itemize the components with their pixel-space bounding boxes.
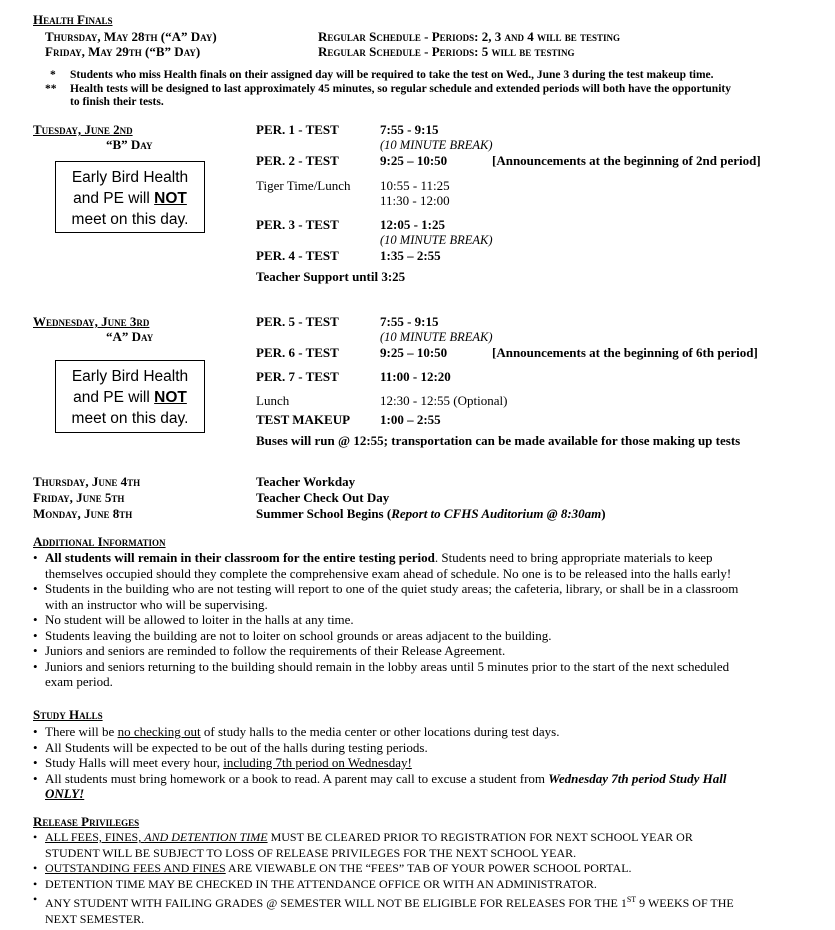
- friday-event: Teacher Check Out Day: [256, 490, 390, 505]
- list-item: • Juniors and seniors are reminded to follow the requirements of their Release Agreement.: [33, 643, 813, 659]
- monday-date: Monday, June 8th: [33, 506, 133, 521]
- list-item: • No student will be allowed to loiter in the halls at any time.: [33, 612, 813, 628]
- friday-date: Friday, June 5th: [33, 490, 125, 505]
- study-halls-list: [33, 724, 813, 802]
- tuesday-early-bird-box: [55, 161, 205, 233]
- test-makeup-label: TEST MAKEUP: [256, 412, 351, 427]
- per3-time: 12:05 - 1:25: [380, 217, 445, 232]
- per2-label: PER. 2 - TEST: [256, 153, 339, 168]
- per7-time: 11:00 - 12:20: [380, 369, 451, 384]
- box-line3: meet on this day.: [71, 211, 189, 228]
- per5-time: 7:55 - 9:15: [380, 314, 439, 329]
- note2-line2: to finish their tests.: [70, 96, 164, 108]
- wednesday-early-bird-box: [55, 360, 205, 433]
- list-item: • Students in the building who are not testing will report to one of the quiet study areas; the cafeteria, library, or shall be in a classroom with an instructor who will be supervising.: [33, 581, 813, 612]
- study-halls-title: Study Halls: [33, 707, 103, 722]
- list-item: • DETENTION TIME MAY BE CHECKED IN THE ATTENDANCE OFFICE OR WITH AN ADMINISTRATOR.: [33, 877, 813, 893]
- tue-break2: (10 MINUTE BREAK): [380, 233, 493, 247]
- additional-info-title: Additional Information: [33, 534, 166, 549]
- per1-time: 7:55 - 9:15: [380, 122, 439, 137]
- tue-lunch-label: Tiger Time/Lunch: [256, 178, 351, 193]
- list-item: • There will be no checking out of study halls to the media center or other locations during test days.: [33, 724, 813, 740]
- list-item: • Juniors and seniors returning to the building should remain in the lobby areas until 5 minutes prior to the start of the next scheduled exam period.: [33, 659, 813, 690]
- note2-line1: Health tests will be designed to last approximately 45 minutes, so regular schedule and extended periods will both have the opportunity: [70, 83, 731, 95]
- note1-text: Students who miss Health finals on their assigned day will be required to take the test on Wed., June 3 during the test makeup time.: [70, 69, 714, 81]
- per2-note: [Announcements at the beginning of 2nd period]: [492, 153, 761, 168]
- list-item: • All students must bring homework or a book to read. A parent may call to excuse a student from Wednesday 7th period Study Hall ONLY!: [33, 771, 813, 802]
- wed-lunch-time: 12:30 - 12:55 (Optional): [380, 393, 508, 408]
- buses-note: Buses will run @ 12:55; transportation can be made available for those making up tests: [256, 433, 741, 448]
- wed-lunch-label: Lunch: [256, 393, 290, 408]
- list-item: • ANY STUDENT WITH FAILING GRADES @ SEMESTER WILL NOT BE ELIGIBLE FOR RELEASES FOR THE 1ST 9 WEEKS OF THE NEXT SEMESTER.: [33, 892, 813, 927]
- per3-label: PER. 3 - TEST: [256, 217, 339, 232]
- thursday-event: Teacher Workday: [256, 474, 356, 489]
- note1-mark: *: [50, 69, 56, 81]
- tue-break1: (10 MINUTE BREAK): [380, 138, 493, 152]
- per6-time: 9:25 – 10:50: [380, 345, 448, 360]
- teacher-support: Teacher Support until 3:25: [256, 269, 406, 284]
- health-finals-title: Health Finals: [33, 12, 113, 27]
- list-item: • All Students will be expected to be out of the halls during testing periods.: [33, 740, 813, 756]
- box-line2: and PE will NOT: [73, 389, 187, 406]
- per2-time: 9:25 – 10:50: [380, 153, 448, 168]
- health-row2-schedule: Regular Schedule - Periods: 5 will be testing: [318, 44, 575, 59]
- additional-info-list: [33, 550, 813, 690]
- list-item: • Study Halls will meet every hour, including 7th period on Wednesday!: [33, 755, 813, 771]
- box-line1: Early Bird Health: [71, 368, 189, 385]
- wednesday-day-label: “A” Day: [106, 329, 154, 344]
- per5-label: PER. 5 - TEST: [256, 314, 339, 329]
- health-row1-schedule: Regular Schedule - Periods: 2, 3 and 4 will be testing: [318, 29, 621, 44]
- per7-label: PER. 7 - TEST: [256, 369, 339, 384]
- release-privileges-list: [33, 830, 813, 927]
- health-row1-day: Thursday, May 28th (“A” Day): [45, 29, 217, 44]
- box-line2: and PE will NOT: [73, 190, 187, 207]
- wed-break1: (10 MINUTE BREAK): [380, 330, 493, 344]
- list-item: • All students will remain in their classroom for the entire testing period. Students need to bring appropriate materials to keep themselves occupied should they complete the comprehensive exam ahead of schedule. No one is to be released into the halls early!: [33, 550, 813, 581]
- health-row2-day: Friday, May 29th (“B” Day): [45, 44, 201, 59]
- per4-time: 1:35 – 2:55: [380, 248, 441, 263]
- release-privileges-title: Release Privileges: [33, 814, 140, 829]
- list-item: • Students leaving the building are not to loiter on school grounds or areas adjacent to the building.: [33, 628, 813, 644]
- per4-label: PER. 4 - TEST: [256, 248, 339, 263]
- tue-lunch-time2: 11:30 - 12:00: [380, 193, 450, 208]
- monday-event: Summer School Begins (Report to CFHS Auditorium @ 8:30am): [256, 506, 606, 521]
- not-emphasis: NOT: [154, 190, 187, 207]
- thursday-date: Thursday, June 4th: [33, 474, 141, 489]
- box-line1: Early Bird Health: [71, 169, 189, 186]
- tuesday-day-label: “B” Day: [106, 137, 153, 152]
- tue-lunch-time1: 10:55 - 11:25: [380, 178, 450, 193]
- not-emphasis: NOT: [154, 389, 187, 406]
- box-line3: meet on this day.: [71, 410, 189, 427]
- per1-label: PER. 1 - TEST: [256, 122, 339, 137]
- test-makeup-time: 1:00 – 2:55: [380, 412, 441, 427]
- wednesday-date: Wednesday, June 3rd: [33, 314, 150, 329]
- per6-label: PER. 6 - TEST: [256, 345, 339, 360]
- tuesday-date: Tuesday, June 2nd: [33, 122, 133, 137]
- list-item: • ALL FEES, FINES, AND DETENTION TIME MUST BE CLEARED PRIOR TO REGISTRATION FOR NEXT SCHOOL YEAR OR STUDENT WILL BE SUBJECT TO LOSS OF RELEASE PRIVILEGES FOR THE NEXT SCHOOL YEAR.: [33, 830, 813, 861]
- note2-mark: **: [45, 83, 57, 95]
- list-item: • OUTSTANDING FEES AND FINES ARE VIEWABLE ON THE “FEES” TAB OF YOUR POWER SCHOOL PORTAL.: [33, 861, 813, 877]
- per6-note: [Announcements at the beginning of 6th period]: [492, 345, 758, 360]
